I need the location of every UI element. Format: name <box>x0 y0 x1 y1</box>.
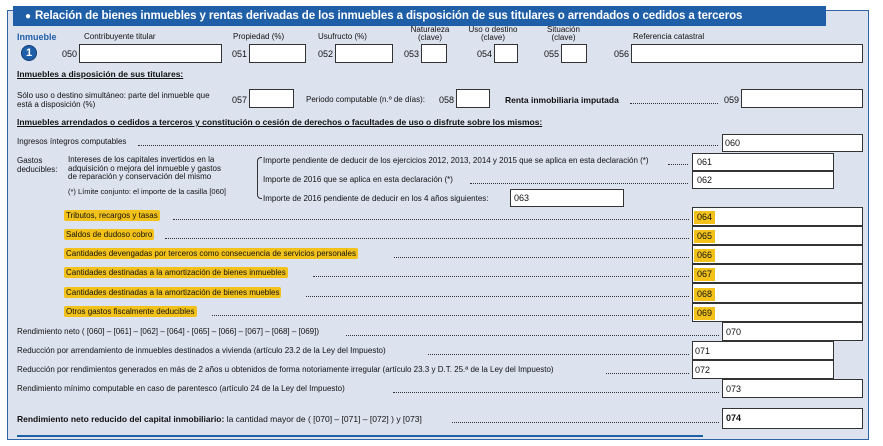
uso-field[interactable] <box>494 44 518 63</box>
code-064: 064 <box>694 211 715 224</box>
periodo-label: Periodo computable (n.º de días): <box>306 95 425 104</box>
leader-dots <box>173 219 689 220</box>
code-055: 055 <box>544 49 560 59</box>
line-073-label: Rendimiento mínimo computable en caso de parentesco (artículo 24 de la Ley del Impuesto) <box>17 384 345 393</box>
code-054: 054 <box>477 49 493 59</box>
naturaleza-label: Naturaleza (clave) <box>410 25 450 42</box>
brace <box>257 157 262 199</box>
bullet-icon: ● <box>25 11 31 22</box>
line-069-field[interactable] <box>692 303 863 322</box>
leader-dots <box>606 373 689 374</box>
contribuyente-field[interactable] <box>79 44 222 63</box>
leader-dots <box>470 183 688 184</box>
line-074-label: Rendimiento neto reducido del capital inmobiliario: la cantidad mayor de ( [070] – [071] – [072] ) y [073] <box>17 414 422 424</box>
line-064-field[interactable] <box>692 207 863 226</box>
disposicion-title: Inmuebles a disposición de sus titulares: <box>17 69 184 79</box>
code-070: 070 <box>726 327 742 337</box>
leader-dots <box>452 422 719 423</box>
leader-dots <box>313 276 689 277</box>
line-064-label: Tributos, recargos y tasas <box>66 211 158 220</box>
renta-field[interactable] <box>741 89 863 108</box>
line-065-label: Saldos de dudoso cobro <box>66 230 153 239</box>
uso-label: Uso o destino (clave) <box>468 25 518 42</box>
leader-dots <box>630 103 718 104</box>
leader-dots <box>394 257 689 258</box>
ingresos-label: Ingresos íntegros computables <box>17 137 127 146</box>
imp062-label: Importe de 2016 que se aplica en esta declaración (*) <box>263 175 453 184</box>
gastos-label: Gastos deducibles: <box>17 156 58 174</box>
arrendados-title: Inmuebles arrendados o cedidos a terceros y constitución o cesión de derechos o facultades de uso o disfrute sobre los mismos: <box>17 117 543 127</box>
code-061: 061 <box>697 157 713 167</box>
code-056: 056 <box>614 49 630 59</box>
code-052: 052 <box>318 49 334 59</box>
uso-simultaneo-field[interactable] <box>249 89 294 108</box>
renta-label: Renta inmobiliaria imputada <box>505 95 619 105</box>
line-072-field[interactable] <box>692 360 834 379</box>
periodo-field[interactable] <box>456 89 490 108</box>
code-067: 067 <box>694 268 715 281</box>
referencia-field[interactable] <box>631 44 863 63</box>
intereses-label: Intereses de los capitales invertidos en la adquisición o mejora del inmueble y gastos de reparación y conservación del mismo <box>68 155 221 181</box>
line-068-label: Cantidades destinadas a la amortización de bienes muebles <box>66 288 280 297</box>
line-072-label: Reducción por rendimientos generados en más de 2 años u obtenidos de forma notoriamente irregular (artículo 23.3 y D.T. 25.ª de la Ley del Impuesto) <box>17 365 554 374</box>
bottom-rule <box>17 435 703 437</box>
line-065-field[interactable] <box>692 226 863 245</box>
propiedad-field[interactable] <box>249 44 306 63</box>
leader-dots <box>306 296 689 297</box>
code-063: 063 <box>514 193 530 203</box>
limite-note: (*) Límite conjunto: el importe de la casilla [060] <box>68 187 226 196</box>
line-074-field[interactable] <box>722 408 863 429</box>
line-073-field[interactable] <box>722 379 863 398</box>
situacion-field[interactable] <box>561 44 587 63</box>
line-066-label: Cantidades devengadas por terceros como consecuencia de servicios personales <box>66 249 356 258</box>
code-060: 060 <box>725 138 741 148</box>
line-069-label: Otros gastos fiscalmente deducibles <box>66 307 195 316</box>
line-066-field[interactable] <box>692 245 863 264</box>
propiedad-label: Propiedad (%) <box>233 32 285 41</box>
usufructo-label: Usufructo (%) <box>318 32 367 41</box>
leader-dots <box>668 164 688 165</box>
leader-dots <box>428 354 689 355</box>
ingresos-field[interactable] <box>722 134 863 152</box>
code-050: 050 <box>62 49 78 59</box>
naturaleza-field[interactable] <box>421 44 447 63</box>
leader-dots <box>393 392 719 393</box>
imp062-field[interactable] <box>692 171 834 189</box>
imp061-label: Importe pendiente de deducir de los ejercicios 2012, 2013, 2014 y 2015 que se aplica en esta declaración (*) <box>263 156 649 165</box>
leader-dots <box>212 315 689 316</box>
code-053: 053 <box>404 49 420 59</box>
referencia-label: Referencia catastral <box>633 32 705 41</box>
section-header <box>13 6 826 26</box>
code-059: 059 <box>724 95 740 105</box>
inmueble-label: Inmueble <box>17 32 57 42</box>
code-057: 057 <box>232 95 248 105</box>
code-073: 073 <box>726 384 742 394</box>
uso-simultaneo-label: Sólo uso o destino simultáneo: parte del inmueble que está a disposición (%) <box>17 91 210 109</box>
code-074: 074 <box>726 413 742 423</box>
code-068: 068 <box>694 288 715 301</box>
leader-dots <box>138 145 718 146</box>
line-070-field[interactable] <box>722 322 863 341</box>
imp063-label: Importe de 2016 pendiente de deducir en los 4 años siguientes: <box>263 194 489 203</box>
line-067-label: Cantidades destinadas a la amortización de bienes inmuebles <box>66 268 286 277</box>
code-065: 065 <box>694 230 715 243</box>
code-072: 072 <box>695 365 711 375</box>
section-title: Relación de bienes inmuebles y rentas derivadas de los inmuebles a disposición de sus titulares o arrendados o cedidos a terceros <box>34 10 743 22</box>
situacion-label: Situación (clave) <box>547 25 580 42</box>
line-071-label: Reducción por arrendamiento de inmuebles destinados a vivienda (artículo 23.2 de la Ley del Impuesto) <box>17 346 386 355</box>
code-058: 058 <box>439 95 455 105</box>
imp061-field[interactable] <box>692 153 834 171</box>
line-071-field[interactable] <box>692 341 834 360</box>
code-062: 062 <box>697 175 713 185</box>
leader-dots <box>165 238 689 239</box>
line-070-label: Rendimiento neto ( [060] – [061] – [062] – [064] - [065] – [066] – [067] – [068] – [069]) <box>17 327 319 336</box>
code-051: 051 <box>232 49 248 59</box>
line-068-field[interactable] <box>692 283 863 303</box>
contribuyente-label: Contribuyente titular <box>84 32 156 41</box>
code-071: 071 <box>695 346 711 356</box>
line-067-field[interactable] <box>692 264 863 283</box>
leader-dots <box>346 335 719 336</box>
usufructo-field[interactable] <box>335 44 393 63</box>
inmueble-number-badge: 1 <box>21 45 37 61</box>
code-066: 066 <box>694 249 715 262</box>
code-069: 069 <box>694 307 715 320</box>
